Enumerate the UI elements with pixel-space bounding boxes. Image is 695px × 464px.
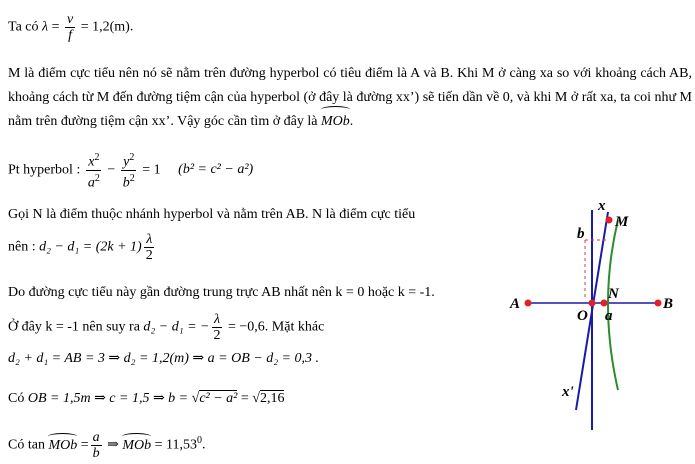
point-n bbox=[601, 300, 608, 307]
lambda-num: λ bbox=[213, 312, 221, 327]
label-x: x bbox=[598, 198, 606, 214]
paragraph-text: M là điểm cực tiểu nên nó sẽ nằm trên đường hyperbol có tiêu điểm là A và B. Khi M ở càng xa so với khoảng cách AB, khoảng cách từ M đến đường tiệm cận của hyperbol (ở đây là đường xx’) sẽ tiến dần về 0, và khi M ở rất xa, ta coi như M nằm trên đường tiệm cận xx’. Vậy góc cần tìm ở đây là bbox=[8, 66, 692, 129]
k-minus-prefix: Ở đây k = -1 nên suy ra bbox=[8, 319, 140, 335]
fraction-a-b bbox=[91, 430, 102, 461]
k-minus-line bbox=[8, 312, 324, 343]
ob-eq: = bbox=[237, 391, 249, 406]
label-a-point: A bbox=[510, 296, 521, 312]
tan-eq: = bbox=[77, 437, 89, 453]
label-b: b bbox=[577, 226, 585, 242]
fraction-lambda-2b bbox=[212, 312, 223, 343]
eq-sign: = bbox=[48, 19, 63, 35]
numerator: v bbox=[67, 12, 74, 27]
hyperbola-diagram bbox=[500, 190, 695, 430]
label-x-prime: x' bbox=[562, 384, 574, 400]
lambda-num: λ bbox=[146, 232, 153, 247]
tan-result: = 11,53 bbox=[151, 437, 198, 453]
point-m bbox=[606, 217, 613, 224]
hyperbola-equation-line: Pt hyperbol : $\frac{x^2}{a^2}$ − $\frac{y^2}{b^2}$ = 1 (b² = c² − a²) bbox=[8, 152, 254, 191]
paragraph-tail: . bbox=[349, 114, 354, 129]
fraction-y2-b2: $\frac{y^2}{b^2}$ bbox=[122, 152, 135, 191]
ob-prefix: Có bbox=[8, 391, 25, 406]
lambda-symbol: λ bbox=[42, 19, 49, 35]
label-m: M bbox=[615, 214, 629, 230]
tan-prefix: Có tan bbox=[8, 437, 45, 453]
tail: . bbox=[129, 19, 134, 35]
k-minus-tail: . Mặt khác bbox=[264, 319, 325, 335]
angle-mob-result: MOb bbox=[122, 437, 152, 453]
point-n-line2 bbox=[8, 232, 157, 263]
wavelength-line bbox=[8, 12, 133, 43]
degree: 0 bbox=[197, 435, 203, 447]
denominator: f bbox=[68, 28, 73, 43]
label-b-point: B bbox=[663, 296, 674, 312]
sqrt-c2-a2: √c² − a² bbox=[191, 391, 238, 406]
sum-line: d₂ + d₁ = AB = 3 ⇒ d₂ = 1,2(m) ⇒ a = OB − d₂ = 0,3 . bbox=[8, 351, 320, 366]
fraction-x2-a2: $\frac{x^2}{a^2}$ bbox=[87, 152, 100, 191]
a-num: a bbox=[92, 430, 100, 445]
then-label: nên : bbox=[8, 239, 36, 255]
k-minus-formula: d₂ − d₁ = − bbox=[143, 319, 210, 335]
angle-mob: MOb bbox=[321, 110, 350, 134]
b-den: b bbox=[92, 446, 100, 461]
angle-mob-tan: MOb bbox=[48, 437, 78, 453]
label-a-small: a bbox=[605, 308, 613, 324]
point-o bbox=[589, 300, 596, 307]
point-b bbox=[655, 300, 662, 307]
tan-tail: . bbox=[202, 437, 206, 453]
eq-one: = 1 bbox=[138, 162, 161, 178]
d-formula: d₂ − d₁ = (2k + 1) bbox=[39, 239, 142, 255]
hyperbola-branch bbox=[608, 220, 618, 390]
sqrt-radicand-1: c² − a² bbox=[199, 391, 238, 406]
label-o: O bbox=[577, 308, 588, 324]
fraction-v-f bbox=[65, 12, 75, 43]
fraction-lambda-2 bbox=[144, 232, 155, 263]
sqrt-radicand-2: 2,16 bbox=[259, 391, 285, 406]
two-den: 2 bbox=[145, 248, 153, 263]
hyperbola-label: Pt hyperbol : bbox=[8, 162, 81, 178]
two-den: 2 bbox=[213, 328, 221, 343]
b-var: b bbox=[122, 175, 130, 191]
implies: ⇒ bbox=[103, 437, 119, 453]
text-prefix: Ta có bbox=[8, 19, 39, 35]
ob-formula: OB = 1,5m ⇒ c = 1,5 ⇒ b = bbox=[27, 391, 189, 406]
condition: (b² = c² − a²) bbox=[178, 162, 254, 178]
point-n-line1: Gọi N là điểm thuộc nhánh hyperbol và nằm trên AB. N là điểm cực tiểu bbox=[8, 207, 416, 222]
explanation-paragraph bbox=[8, 62, 692, 134]
a-var: a bbox=[87, 175, 95, 191]
k-minus-result: = −0,6 bbox=[224, 319, 265, 335]
x-var: x bbox=[88, 154, 95, 170]
label-n: N bbox=[608, 286, 619, 302]
k-line: Do đường cực tiểu này gần đường trung trực AB nhất nên k = 0 hoặc k = -1. bbox=[8, 285, 435, 300]
point-a bbox=[525, 300, 532, 307]
ob-line bbox=[8, 390, 284, 408]
sqrt-216: √2,16 bbox=[252, 391, 285, 406]
tan-line bbox=[8, 430, 206, 461]
y-var: y bbox=[123, 154, 130, 170]
result: = 1,2(m) bbox=[77, 19, 130, 35]
